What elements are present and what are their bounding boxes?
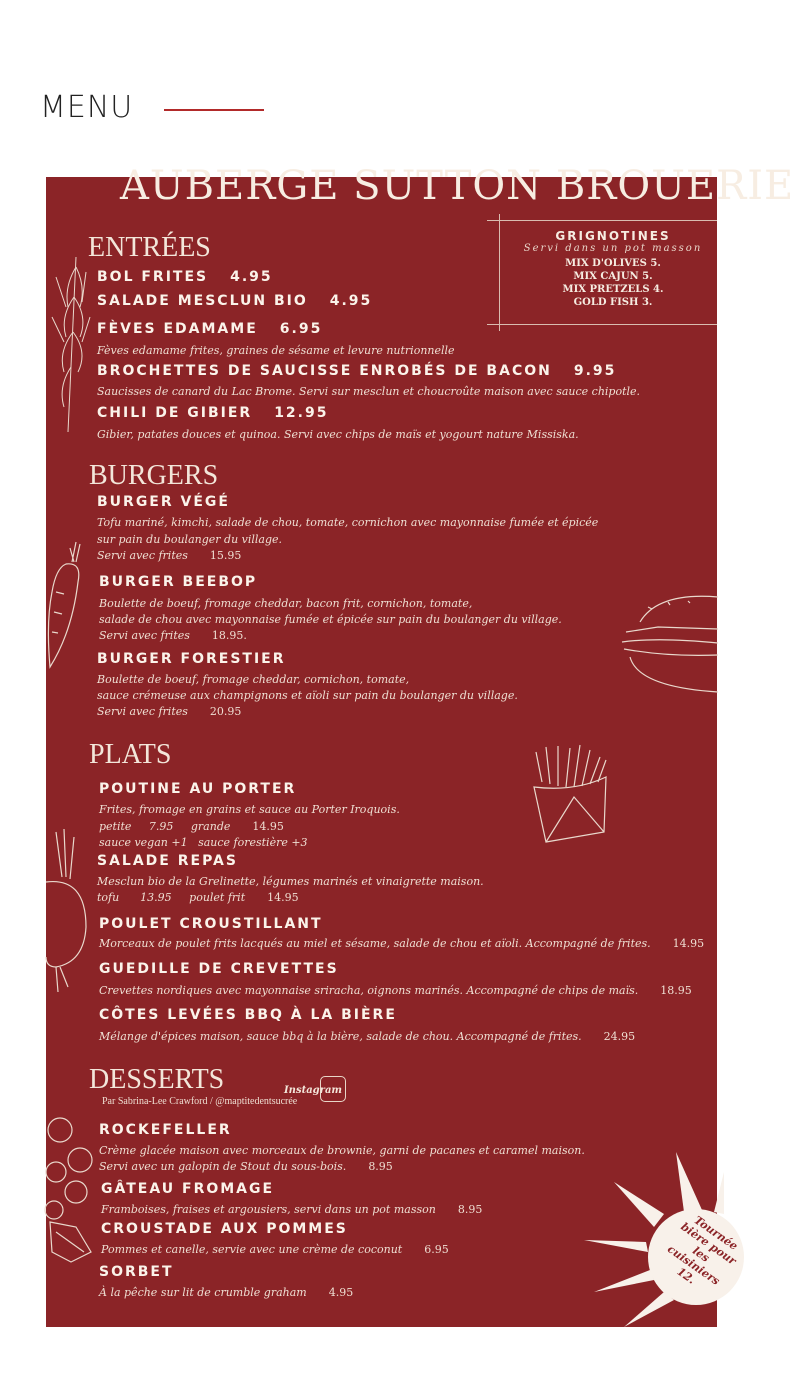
item-name: SALADE MESCLUN BIO — [97, 293, 308, 309]
description-text: Servi avec frites — [99, 629, 190, 642]
item-price: 18.95. — [211, 629, 247, 642]
item-description — [101, 1203, 482, 1216]
menu-item-name — [99, 916, 323, 932]
menu-item-name — [101, 1181, 274, 1197]
carrot-illustration-icon — [46, 532, 86, 672]
item-price: 8.95 — [368, 1160, 393, 1173]
description-text: Frites, fromage en grains et sauce au Porter Iroquois. — [99, 803, 400, 816]
description-text: Servi avec un galopin de Stout du sous-bois. — [99, 1160, 347, 1173]
description-text: Crevettes nordiques avec mayonnaise sriracha, oignons marinés. Accompagné de chips de maïs. — [99, 984, 639, 997]
menu-item-name — [97, 853, 238, 869]
item-name: BOL FRITES — [97, 269, 209, 285]
menu-item-name — [99, 781, 296, 797]
item-description — [97, 891, 299, 904]
page-heading: MENU — [40, 90, 134, 125]
grignotines-item: MIX CAJUN 5. — [573, 271, 653, 282]
item-price: 14.95 — [267, 891, 299, 904]
description-text: Tofu mariné, kimchi, salade de chou, tomate, cornichon avec mayonnaise fumée et épicée — [97, 516, 599, 529]
description-text: Saucisses de canard du Lac Brome. Servi sur mesclun et choucroûte maison avec sauce chipotle. — [97, 385, 641, 398]
grignotines-item: MIX D'OLIVES 5. — [565, 258, 661, 269]
grignotines-box — [493, 220, 717, 325]
item-description — [97, 516, 598, 529]
item-description — [101, 1243, 449, 1256]
section-heading-desserts: DESSERTS — [89, 1064, 225, 1095]
item-description — [97, 549, 241, 562]
item-name: POULET CROUSTILLANT — [99, 916, 323, 932]
item-description — [97, 428, 579, 441]
item-description — [97, 689, 518, 702]
item-price: 4.95 — [329, 293, 373, 309]
restaurant-title: AUBERGE SUTTON BROUERIE — [120, 163, 794, 209]
menu-item-name — [97, 293, 372, 309]
item-description — [99, 597, 472, 610]
section-heading-plats: PLATS — [89, 739, 172, 770]
item-price: 15.95 — [209, 549, 242, 562]
item-description — [97, 385, 640, 398]
description-text: Pommes et canelle, servie avec une crème de coconut — [101, 1243, 403, 1256]
description-text: Framboises, fraises et argousiers, servi dans un pot masson — [101, 1203, 436, 1216]
description-text: À la pêche sur lit de crumble graham — [99, 1286, 307, 1299]
item-price: 9.95 — [573, 363, 617, 379]
item-name: BROCHETTES DE SAUCISSE ENROBÉS DE BACON — [97, 363, 552, 379]
item-description — [99, 1144, 585, 1157]
item-description — [97, 705, 241, 718]
description-text: sauce vegan +1 sauce forestière +3 — [99, 836, 308, 849]
description-text: Boulette de boeuf, fromage cheddar, bacon frit, cornichon, tomate, — [99, 597, 473, 610]
menu-board-image — [46, 163, 794, 1327]
item-price: 4.95 — [230, 269, 273, 285]
wheat-illustration-icon — [46, 247, 96, 437]
instagram-label: Instagram — [284, 1085, 342, 1096]
item-description — [99, 820, 284, 833]
menu-item-name — [99, 574, 257, 590]
grignotines-title: GRIGNOTINES — [555, 229, 671, 243]
item-name: ROCKEFELLER — [99, 1122, 232, 1138]
menu-item-name — [97, 494, 230, 510]
menu-item-name — [99, 961, 339, 977]
item-description — [99, 629, 247, 642]
item-price: 24.95 — [603, 1030, 636, 1043]
section-heading-burgers: BURGERS — [89, 460, 219, 491]
description-text: Servi avec frites — [97, 549, 188, 562]
item-name: GÂTEAU FROMAGE — [101, 1181, 275, 1197]
item-name: CROUSTADE AUX POMMES — [101, 1221, 348, 1237]
item-description — [99, 1286, 353, 1299]
item-description — [99, 937, 704, 950]
description-text: petite 7.95 grande — [99, 820, 231, 833]
item-price: 20.95 — [209, 705, 242, 718]
item-name: POUTINE AU PORTER — [99, 781, 297, 797]
item-description — [99, 803, 400, 816]
item-price: 14.95 — [252, 820, 284, 833]
item-price: 12.95 — [274, 405, 329, 421]
menu-item-name — [99, 1122, 232, 1138]
description-text: sur pain du boulanger du village. — [97, 533, 283, 546]
item-name: BURGER VÉGÉ — [97, 494, 230, 510]
item-name: BURGER FORESTIER — [97, 651, 286, 667]
item-description — [99, 836, 308, 849]
item-name: SALADE REPAS — [97, 853, 238, 869]
item-description — [99, 613, 562, 626]
item-price: 4.95 — [328, 1286, 354, 1299]
item-price: 8.95 — [457, 1203, 483, 1216]
description-text: tofu 13.95 poulet frit — [97, 891, 246, 904]
item-description — [97, 533, 282, 546]
box-rule-bottom — [487, 324, 717, 325]
menu-item-name — [99, 1264, 174, 1280]
item-name: BURGER BEEBOP — [99, 574, 258, 590]
menu-item-name — [97, 321, 322, 337]
menu-item-name — [97, 651, 286, 667]
menu-item-name — [97, 405, 328, 421]
description-text: Morceaux de poulet frits lacqués au miel et sésame, salade de chou et aïoli. Accompagné de frites. — [99, 937, 651, 950]
item-description — [97, 344, 455, 357]
item-description — [99, 984, 692, 997]
description-text: Servi avec frites — [97, 705, 188, 718]
description-text: salade de chou avec mayonnaise fumée et épicée sur pain du boulanger du village. — [99, 613, 562, 626]
item-name: GUEDILLE DE CREVETTES — [99, 961, 339, 977]
item-price: 14.95 — [672, 937, 705, 950]
description-text: Boulette de boeuf, fromage cheddar, cornichon, tomate, — [97, 673, 410, 686]
description-text: Mesclun bio de la Grelinette, légumes marinés et vinaigrette maison. — [97, 875, 484, 888]
item-name: CÔTES LEVÉES BBQ À LA BIÈRE — [99, 1007, 397, 1023]
item-price: 18.95 — [660, 984, 692, 997]
description-text: Crème glacée maison avec morceaux de brownie, garni de pacanes et caramel maison. — [99, 1144, 585, 1157]
item-price: 6.95 — [279, 321, 323, 337]
description-text: sauce crémeuse aux champignons et aïoli sur pain du boulanger du village. — [97, 689, 518, 702]
item-description — [99, 1160, 393, 1173]
menu-item-name — [97, 363, 616, 379]
grignotines-item: MIX PRETZELS 4. — [562, 284, 664, 295]
grignotines-subtitle: Servi dans un pot masson — [523, 243, 703, 254]
promo-badge-text: Tournée bière pour les cuisiniers 12. — [665, 1213, 741, 1288]
item-description — [97, 673, 409, 686]
item-name: FÈVES EDAMAME — [97, 321, 258, 337]
heading-underline — [164, 109, 264, 111]
menu-item-name — [101, 1221, 348, 1237]
grignotines-item: GOLD FISH 3. — [573, 297, 653, 308]
desserts-byline: Par Sabrina-Lee Crawford / @maptitedentsucrée — [102, 1096, 298, 1107]
beet-illustration-icon — [46, 827, 96, 997]
menu-item-name — [99, 1007, 397, 1023]
item-name: SORBET — [99, 1264, 174, 1280]
fries-illustration-icon — [524, 742, 614, 847]
menu-item-name — [97, 269, 273, 285]
item-description — [99, 1030, 635, 1043]
burger-illustration-icon — [618, 587, 718, 697]
item-name: CHILI DE GIBIER — [97, 405, 253, 421]
description-text: Mélange d'épices maison, sauce bbq à la bière, salade de chou. Accompagné de frites. — [99, 1030, 582, 1043]
item-price: 6.95 — [424, 1243, 449, 1256]
berries-illustration-icon — [46, 1112, 101, 1272]
description-text: Fèves edamame frites, graines de sésame et levure nutrionnelle — [97, 344, 455, 357]
description-text: Gibier, patates douces et quinoa. Servi avec chips de maïs et yogourt nature Missiska. — [97, 428, 579, 441]
item-description — [97, 875, 484, 888]
box-rule-top — [487, 220, 717, 221]
section-heading-entrees: ENTRÉES — [88, 232, 211, 263]
